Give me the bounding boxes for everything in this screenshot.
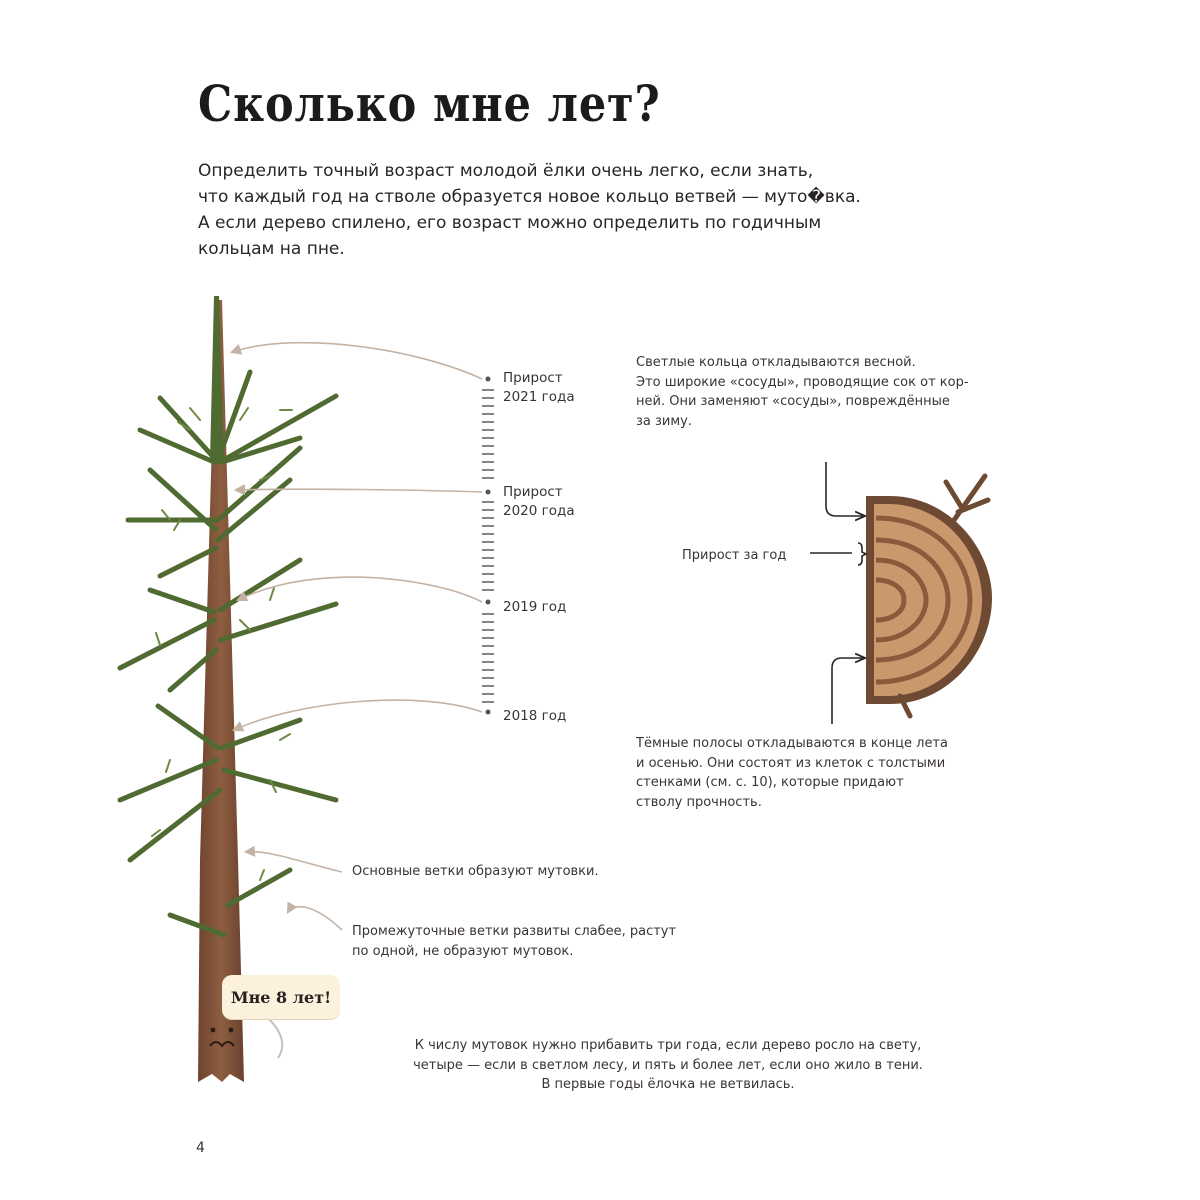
height-ruler — [482, 390, 494, 702]
spruce-tree — [120, 296, 336, 1082]
bubble-tail — [268, 1018, 282, 1058]
intro-line: что каждый год на стволе образуется новое кольцо ветвей — муто�вка. — [198, 187, 861, 207]
page-title: Сколько мне лет? — [198, 74, 661, 133]
ruler-marks — [486, 377, 491, 715]
dark-rings-note: Тёмные полосы откладываются в конце лета и осенью. Они состоят из клеток с толстыми стенками (см. с. 10), которые придают стволу прочность. — [636, 736, 948, 810]
tree-eye-right — [229, 1028, 234, 1033]
growth-label-2018: 2018 год — [503, 708, 567, 724]
growth-label-2020: Прирост 2020 года — [503, 484, 575, 519]
growth-label-2021: Прирост 2021 года — [503, 370, 575, 405]
intro-paragraph — [198, 158, 878, 262]
annual-growth-label: Прирост за год — [682, 548, 787, 563]
page-number: 4 — [196, 1140, 205, 1156]
intro-line: кольцам на пне. — [198, 239, 345, 259]
log-callouts — [810, 462, 866, 724]
intro-line: Определить точный возраст молодой ёлки очень легко, если знать, — [198, 161, 814, 181]
speech-bubble: Мне 8 лет! — [222, 975, 340, 1019]
intro-line: А если дерево спилено, его возраст можно определить по годичным — [198, 213, 822, 233]
light-rings-note: Светлые кольца откладываются весной. Это широкие «сосуды», проводящие сок от кор- ней. Они заменяют «сосуды», повреждённые за зиму. — [636, 355, 969, 429]
tree-eye-left — [211, 1028, 216, 1033]
bottom-note: К числу мутовок нужно прибавить три года, если дерево росло на свету, четыре — если в светлом лесу, и пять и более лет, если оно жило в тени. В первые годы ёлочка не ветвилась. — [413, 1038, 923, 1092]
main-branches-note: Основные ветки образуют мутовки. — [352, 864, 599, 879]
leader-lines — [232, 343, 482, 930]
growth-label-2019: 2019 год — [503, 599, 567, 615]
log-cross-section — [866, 476, 992, 716]
intermediate-branches-note: Промежуточные ветки развиты слабее, растут по одной, не образуют мутовок. — [352, 924, 677, 959]
